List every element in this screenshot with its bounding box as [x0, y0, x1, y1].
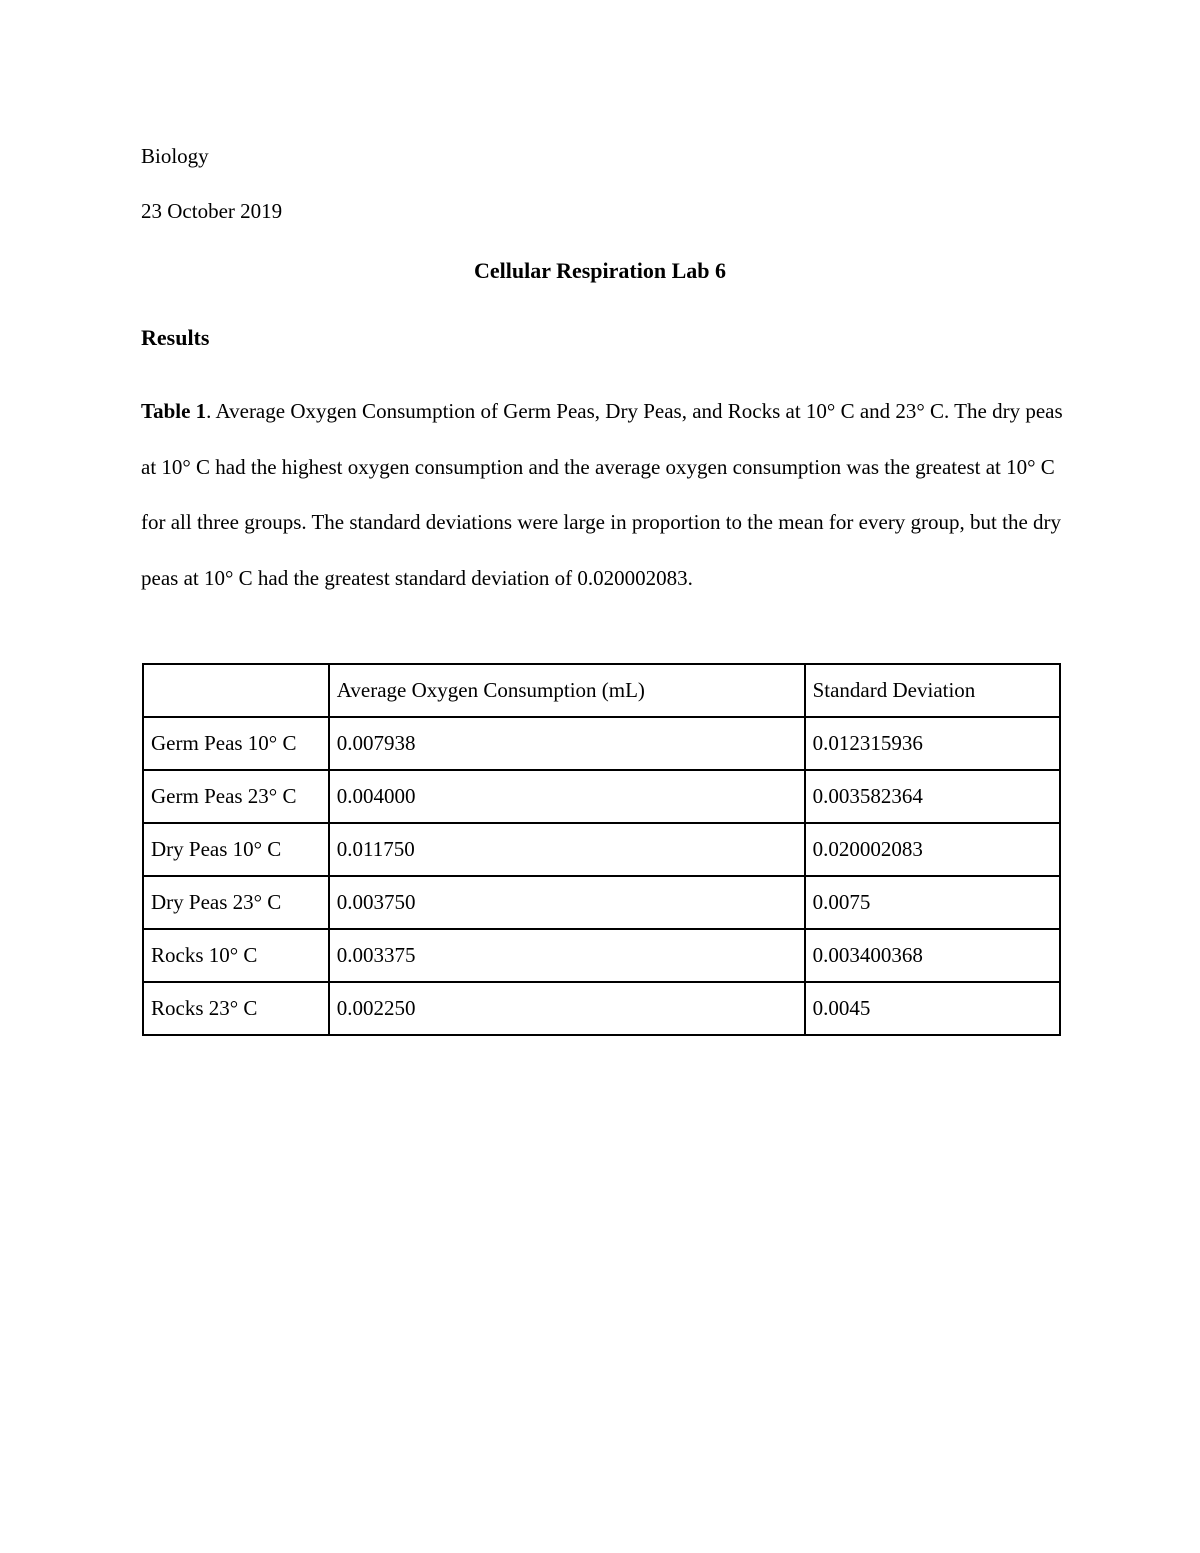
date-line: 23 October 2019: [141, 199, 283, 223]
table-header-cell: Standard Deviation: [805, 664, 1060, 717]
table-cell-std-dev: 0.003400368: [805, 929, 1060, 982]
table-row-label: Dry Peas 23° C: [143, 876, 329, 929]
table-cell-std-dev: 0.003582364: [805, 770, 1060, 823]
table-row-label: Germ Peas 23° C: [143, 770, 329, 823]
table-cell-average: 0.011750: [329, 823, 805, 876]
table-row-label: Rocks 10° C: [143, 929, 329, 982]
table-header-row: [143, 664, 1060, 717]
document-title: Cellular Respiration Lab 6: [473, 258, 726, 283]
table-row-label: Dry Peas 10° C: [143, 823, 329, 876]
table-cell-std-dev: 0.020002083: [805, 823, 1060, 876]
table-header-cell: Average Oxygen Consumption (mL): [329, 664, 805, 717]
table-header-cell: [143, 664, 329, 717]
table-cell-std-dev: 0.012315936: [805, 717, 1060, 770]
table-row: [143, 717, 1060, 770]
table-cell-average: 0.004000: [329, 770, 805, 823]
section-heading-results: Results: [141, 325, 210, 350]
table-cell-average: 0.003750: [329, 876, 805, 929]
table-cell-average: 0.002250: [329, 982, 805, 1035]
oxygen-consumption-table: [142, 663, 1061, 1036]
table-row: [143, 929, 1060, 982]
table-caption: [141, 384, 1071, 606]
table-cell-std-dev: 0.0075: [805, 876, 1060, 929]
table-row: [143, 770, 1060, 823]
table-row: [143, 823, 1060, 876]
table-caption-label: Table 1: [141, 399, 207, 423]
table-cell-std-dev: 0.0045: [805, 982, 1060, 1035]
table-cell-average: 0.007938: [329, 717, 805, 770]
table-row: [143, 876, 1060, 929]
table-cell-average: 0.003375: [329, 929, 805, 982]
table-row: [143, 982, 1060, 1035]
table-row-label: Rocks 23° C: [143, 982, 329, 1035]
subject-line: Biology: [141, 144, 209, 168]
table-caption-text: . Average Oxygen Consumption of Germ Peas, Dry Peas, and Rocks at 10° C and 23° C. The dry peas at 10° C had the highest oxygen consumption and the average oxygen consumption was the greatest at 10° C for all three groups. The standard deviations were large in proportion to the mean for every group, but the dry peas at 10° C had the greatest standard deviation of 0.020002083.: [141, 399, 1063, 590]
table-row-label: Germ Peas 10° C: [143, 717, 329, 770]
